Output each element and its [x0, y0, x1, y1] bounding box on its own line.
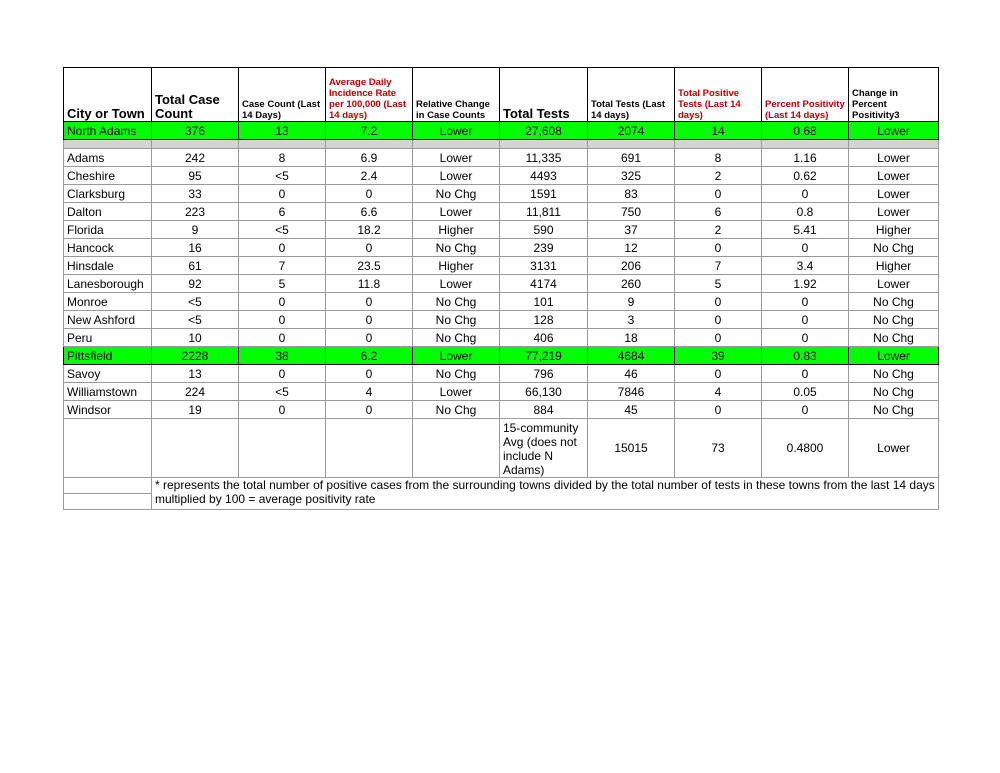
column-header-label: Percent Positivity (Last 14 days)	[765, 99, 845, 121]
value-cell: 11,335	[500, 149, 588, 167]
value-cell: 0	[239, 311, 326, 329]
value-cell: 242	[152, 149, 239, 167]
table-row	[64, 347, 939, 365]
spacer-cell	[64, 140, 152, 149]
town-name-cell: Monroe	[64, 293, 152, 311]
footnote-row	[64, 478, 939, 494]
value-cell: No Chg	[413, 239, 500, 257]
town-name-cell: Florida	[64, 221, 152, 239]
value-cell: No Chg	[413, 185, 500, 203]
value-cell: Lower	[849, 149, 939, 167]
value-cell: No Chg	[413, 329, 500, 347]
value-cell: 1.92	[762, 275, 849, 293]
column-header	[152, 68, 239, 122]
value-cell: 13	[152, 365, 239, 383]
value-cell: 92	[152, 275, 239, 293]
table-row	[64, 185, 939, 203]
value-cell: Lower	[413, 275, 500, 293]
table-row	[64, 329, 939, 347]
value-cell: 14	[675, 122, 762, 140]
value-cell: 0	[239, 293, 326, 311]
value-cell: 0.83	[762, 347, 849, 365]
value-cell: 0	[239, 365, 326, 383]
value-cell: 260	[588, 275, 675, 293]
value-cell: 4684	[588, 347, 675, 365]
value-cell: 7	[675, 257, 762, 275]
value-cell: 0	[762, 311, 849, 329]
column-header-label: City or Town	[67, 106, 145, 121]
table-row	[64, 203, 939, 221]
footnote-text: * represents the total number of positive cases from the surrounding towns divided by the total number of tests in these towns from the last 14 days multiplied by 100 = average positivity rate	[152, 478, 939, 510]
value-cell: 4174	[500, 275, 588, 293]
column-header	[64, 68, 152, 122]
value-cell: No Chg	[849, 365, 939, 383]
column-header	[849, 68, 939, 122]
spacer-cell	[326, 140, 413, 149]
value-cell: Lower	[413, 167, 500, 185]
value-cell: 0	[675, 293, 762, 311]
value-cell: 11.8	[326, 275, 413, 293]
value-cell: 796	[500, 365, 588, 383]
table-row	[64, 239, 939, 257]
value-cell: 884	[500, 401, 588, 419]
value-cell: 0.68	[762, 122, 849, 140]
value-cell: No Chg	[849, 329, 939, 347]
table-row	[64, 293, 939, 311]
average-row	[64, 419, 939, 478]
empty-cell	[326, 419, 413, 478]
value-cell: <5	[152, 311, 239, 329]
value-cell: 590	[500, 221, 588, 239]
value-cell: 3131	[500, 257, 588, 275]
average-total-tests: 15015	[588, 419, 675, 478]
value-cell: No Chg	[849, 383, 939, 401]
table-row	[64, 275, 939, 293]
value-cell: Lower	[413, 149, 500, 167]
value-cell: 16	[152, 239, 239, 257]
value-cell: Lower	[849, 347, 939, 365]
value-cell: 0	[239, 401, 326, 419]
spacer-cell	[762, 140, 849, 149]
value-cell: 8	[675, 149, 762, 167]
value-cell: 206	[588, 257, 675, 275]
empty-cell	[64, 478, 152, 494]
value-cell: 5.41	[762, 221, 849, 239]
value-cell: Lower	[849, 203, 939, 221]
spacer-row	[64, 140, 939, 149]
value-cell: 0	[239, 185, 326, 203]
table-row	[64, 167, 939, 185]
value-cell: No Chg	[413, 311, 500, 329]
value-cell: Higher	[413, 221, 500, 239]
value-cell: No Chg	[413, 401, 500, 419]
value-cell: <5	[239, 167, 326, 185]
value-cell: 0	[675, 365, 762, 383]
value-cell: 11,811	[500, 203, 588, 221]
value-cell: <5	[152, 293, 239, 311]
empty-cell	[64, 419, 152, 478]
value-cell: 376	[152, 122, 239, 140]
column-header-label: Relative Change in Case Counts	[416, 99, 490, 121]
value-cell: 0	[326, 365, 413, 383]
average-change: Lower	[849, 419, 939, 478]
value-cell: 5	[675, 275, 762, 293]
town-name-cell: Savoy	[64, 365, 152, 383]
column-header	[500, 68, 588, 122]
value-cell: Lower	[849, 275, 939, 293]
north-adams-row	[64, 122, 939, 140]
value-cell: No Chg	[413, 365, 500, 383]
spacer-cell	[588, 140, 675, 149]
value-cell: 0.05	[762, 383, 849, 401]
value-cell: 27,608	[500, 122, 588, 140]
town-name-cell: Hancock	[64, 239, 152, 257]
value-cell: 7846	[588, 383, 675, 401]
value-cell: 23.5	[326, 257, 413, 275]
town-name-cell: Windsor	[64, 401, 152, 419]
value-cell: 18.2	[326, 221, 413, 239]
value-cell: Lower	[413, 347, 500, 365]
town-name-cell: Clarksburg	[64, 185, 152, 203]
value-cell: 9	[588, 293, 675, 311]
value-cell: 4	[675, 383, 762, 401]
value-cell: Higher	[849, 221, 939, 239]
value-cell: 2	[675, 221, 762, 239]
value-cell: 0	[326, 401, 413, 419]
column-header-label: Case Count (Last 14 Days)	[242, 99, 321, 121]
value-cell: 4493	[500, 167, 588, 185]
value-cell: 0	[762, 401, 849, 419]
column-header-label: Total Case Count	[155, 92, 220, 121]
value-cell: 0	[762, 329, 849, 347]
spacer-cell	[849, 140, 939, 149]
value-cell: 223	[152, 203, 239, 221]
value-cell: 691	[588, 149, 675, 167]
value-cell: 0.62	[762, 167, 849, 185]
value-cell: 0.8	[762, 203, 849, 221]
value-cell: 239	[500, 239, 588, 257]
column-header-label: Change in Percent Positivity3	[852, 88, 900, 121]
value-cell: 406	[500, 329, 588, 347]
table-row	[64, 365, 939, 383]
value-cell: 101	[500, 293, 588, 311]
covid-stats-table	[63, 67, 939, 510]
value-cell: 66,130	[500, 383, 588, 401]
value-cell: 0	[762, 293, 849, 311]
value-cell: 38	[239, 347, 326, 365]
value-cell: 8	[239, 149, 326, 167]
value-cell: 10	[152, 329, 239, 347]
town-name-cell: Lanesborough	[64, 275, 152, 293]
value-cell: 0	[675, 185, 762, 203]
table-row	[64, 257, 939, 275]
value-cell: 0	[762, 365, 849, 383]
average-label: 15-community Avg (does not include N Adams)	[500, 419, 588, 478]
column-header-label: Total Positive Tests (Last 14 days)	[678, 88, 741, 121]
empty-cell	[64, 494, 152, 510]
value-cell: No Chg	[849, 239, 939, 257]
spacer-cell	[500, 140, 588, 149]
value-cell: 6.2	[326, 347, 413, 365]
value-cell: 45	[588, 401, 675, 419]
table-row	[64, 401, 939, 419]
value-cell: Lower	[849, 167, 939, 185]
spacer-cell	[675, 140, 762, 149]
town-name-cell: Cheshire	[64, 167, 152, 185]
column-header	[762, 68, 849, 122]
value-cell: 7	[239, 257, 326, 275]
value-cell: Lower	[849, 185, 939, 203]
value-cell: 4	[326, 383, 413, 401]
value-cell: 1.16	[762, 149, 849, 167]
town-name-cell: Peru	[64, 329, 152, 347]
value-cell: 0	[675, 329, 762, 347]
value-cell: 3	[588, 311, 675, 329]
value-cell: 3.4	[762, 257, 849, 275]
value-cell: 0	[326, 329, 413, 347]
value-cell: 95	[152, 167, 239, 185]
value-cell: 0	[675, 401, 762, 419]
value-cell: Lower	[413, 122, 500, 140]
column-header-label: Average Daily Incidence Rate per 100,000 (Last 14 days)	[329, 77, 407, 121]
town-name-cell: Hinsdale	[64, 257, 152, 275]
value-cell: 61	[152, 257, 239, 275]
town-name-cell: Adams	[64, 149, 152, 167]
value-cell: 0	[762, 185, 849, 203]
table-row	[64, 149, 939, 167]
value-cell: 18	[588, 329, 675, 347]
column-header-label: Total Tests (Last 14 days)	[591, 99, 666, 121]
column-header	[675, 68, 762, 122]
value-cell: 224	[152, 383, 239, 401]
column-header	[326, 68, 413, 122]
spacer-cell	[152, 140, 239, 149]
value-cell: 2074	[588, 122, 675, 140]
value-cell: Higher	[849, 257, 939, 275]
value-cell: 0	[239, 329, 326, 347]
spacer-cell	[239, 140, 326, 149]
value-cell: 19	[152, 401, 239, 419]
value-cell: 39	[675, 347, 762, 365]
value-cell: Lower	[849, 122, 939, 140]
column-header	[239, 68, 326, 122]
value-cell: 83	[588, 185, 675, 203]
town-name-cell: North Adams	[64, 122, 152, 140]
average-positive-tests: 73	[675, 419, 762, 478]
table-row	[64, 221, 939, 239]
value-cell: 6.9	[326, 149, 413, 167]
value-cell: No Chg	[849, 311, 939, 329]
value-cell: Higher	[413, 257, 500, 275]
value-cell: 0	[326, 293, 413, 311]
value-cell: 2	[675, 167, 762, 185]
value-cell: 9	[152, 221, 239, 239]
value-cell: 6	[675, 203, 762, 221]
value-cell: <5	[239, 221, 326, 239]
value-cell: 6.6	[326, 203, 413, 221]
value-cell: 1591	[500, 185, 588, 203]
value-cell: 6	[239, 203, 326, 221]
value-cell: 128	[500, 311, 588, 329]
value-cell: 0	[239, 239, 326, 257]
value-cell: 33	[152, 185, 239, 203]
value-cell: 12	[588, 239, 675, 257]
value-cell: Lower	[413, 383, 500, 401]
empty-cell	[413, 419, 500, 478]
value-cell: 77,219	[500, 347, 588, 365]
empty-cell	[239, 419, 326, 478]
column-header	[413, 68, 500, 122]
column-header-label: Total Tests	[503, 106, 570, 121]
town-name-cell: Dalton	[64, 203, 152, 221]
value-cell: No Chg	[849, 401, 939, 419]
value-cell: 37	[588, 221, 675, 239]
value-cell: 13	[239, 122, 326, 140]
value-cell: 5	[239, 275, 326, 293]
value-cell: 325	[588, 167, 675, 185]
spacer-cell	[413, 140, 500, 149]
value-cell: No Chg	[413, 293, 500, 311]
header-row	[64, 68, 939, 122]
value-cell: 0	[326, 239, 413, 257]
value-cell: 0	[675, 311, 762, 329]
value-cell: Lower	[413, 203, 500, 221]
average-percent-positivity: 0.4800	[762, 419, 849, 478]
town-name-cell: Pittsfield	[64, 347, 152, 365]
value-cell: 2228	[152, 347, 239, 365]
value-cell: 0	[762, 239, 849, 257]
value-cell: No Chg	[849, 293, 939, 311]
value-cell: 0	[675, 239, 762, 257]
value-cell: 0	[326, 311, 413, 329]
town-name-cell: New Ashford	[64, 311, 152, 329]
value-cell: 750	[588, 203, 675, 221]
column-header	[588, 68, 675, 122]
value-cell: <5	[239, 383, 326, 401]
empty-cell	[152, 419, 239, 478]
town-name-cell: Williamstown	[64, 383, 152, 401]
value-cell: 7.2	[326, 122, 413, 140]
table-row	[64, 311, 939, 329]
value-cell: 0	[326, 185, 413, 203]
value-cell: 46	[588, 365, 675, 383]
value-cell: 2.4	[326, 167, 413, 185]
table-row	[64, 383, 939, 401]
